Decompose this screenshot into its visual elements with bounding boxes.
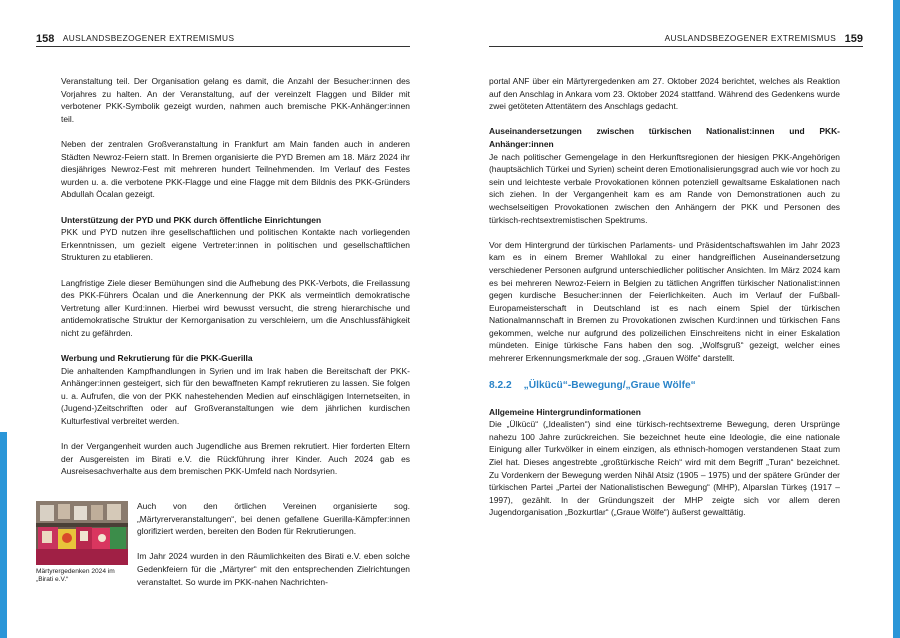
- subheading: Werbung und Rekrutierung für die PKK-Guerilla: [61, 353, 253, 364]
- right-body-column: [489, 75, 840, 519]
- paragraph: portal ANF über ein Märtyrergedenken am 27. Oktober 2024 berichtet, welches als Reaktion auf den Anschlag in Ankara vom 23. Oktober 2024 stattfand. Während des Gedenkens wurde zwei getöteten Attentätern des Anschlags gedacht.: [489, 76, 840, 112]
- page-number: 159: [844, 33, 863, 45]
- paragraph: Auch von den örtlichen Vereinen organisierte sog. „Märtyrerveranstaltungen“, bei denen gefallene Guerilla-Kämpfer:innen glorifiziert werden, bereiten den Boden für Rekrutierungen.: [137, 501, 410, 537]
- subheading: Allgemeine Hintergrundinformationen: [489, 406, 641, 417]
- figure-caption: Märtyrergedenken 2024 im „Birati e.V.“: [36, 568, 115, 583]
- subheading: Unterstützung der PYD und PKK durch öffentliche Einrichtungen: [61, 214, 322, 225]
- paragraph: PKK und PYD nutzen ihre gesellschaftlichen und politischen Kontakte nach vorliegenden Erkenntnissen, um gezielt eigene Vertreter:innen in politischen und gesellschaftlichen Strukturen zu etablieren.: [61, 227, 410, 263]
- right-page: [450, 0, 900, 638]
- text-beside-figure: [137, 500, 410, 588]
- paragraph: Die anhaltenden Kampfhandlungen in Syrien und im Irak haben die Bereitschaft der PKK-Anhänger:innen gesteigert, sich für den bewaffneten Kampf rekrutieren zu lassen. Sie folgen u. a. Aufrufen, die von der PKK nahestehenden Medien auf einschlägigen Internetseiten, in (Jugend-)Zeitschriften oder auf Großveranstaltungen wie dem jährlichen kurdischen Kulturfestival verbreitet werden.: [61, 365, 410, 427]
- paragraph: Je nach politischer Gemengelage in den Herkunftsregionen der hiesigen PKK-Angehörigen (hauptsächlich Türkei und Syrien) scheint deren Emotionalisierungsgrad auch wie vor hoch zu sein und leichteste verbale Provokationen können potenziell gewaltsame Eskalationen nach sich ziehen. In der Vergangenheit kam es am Rande von Demonstrationen auch zu wechselseitigen Provokationen zwischen den Anhängern der PKK und Personen des türkisch-rechtsextremistischen Spektrums.: [489, 151, 840, 225]
- running-head: AUSLANDSBEZOGENER EXTREMISMUS: [62, 33, 235, 43]
- left-page-header: [36, 30, 410, 47]
- paragraph: Die „Ülkücü“ („Idealisten“) sind eine türkisch-rechtsextreme Bewegung, deren Ursprünge nahezu 100 Jahre zurückreichen. Sie bezeichnet heute eine Ideologie, die eine nationale Einigung aller Turkvölker in einem einzigen, als ethnisch-homogen verstandenen Staat zum Ziel hat. Dieses angestrebte „großtürkische Reich“ wird mit dem Begriff „Turan“ bezeichnet. Zu Vordenkern der Bewegung werden Nihâl Atsiz (1905 – 1975) und der spätere Gründer der türkischen Partei „Partei der Nationalistischen Bewegung“ (MHP), Alparslan Türkeş (1917 – 1997), gezählt. In der Gründungszeit der MHP zeigte sich vor allem deren Jugendorganisation „Bozkurtlar“ („Graue Wölfe“) äußerst gewalttätig.: [489, 419, 840, 518]
- running-head: AUSLANDSBEZOGENER EXTREMISMUS: [664, 33, 837, 43]
- subheading: Auseinandersetzungen zwischen türkischen Nationalist:innen und PKK-Anhänger:innen: [489, 126, 840, 149]
- section-number: 8.2.2: [489, 379, 512, 391]
- right-page-header: [489, 30, 863, 47]
- paragraph: Neben der zentralen Großveranstaltung in Frankfurt am Main fanden auch in anderen Städten Newroz-Feiern statt. In Bremen organisierte die PYD Bremen am 18. März 2024 ihr diesjähriges Newroz-Fest mit mehreren hundert Teilnehmenden. Im Verlauf des Festes wurden u. a. die verbotene PKK-Flagge und eine Flagge mit dem Bildnis des PKK-Gründers Abdullah Öcalan gezeigt.: [61, 138, 410, 200]
- paragraph: In der Vergangenheit wurden auch Jugendliche aus Bremen rekrutiert. Hier forderten Eltern der Ausgereisten im Birati e.V. die Rückführung ihrer Kinder. Auch 2024 gab es Ausreisesachverhalte aus dem bremischen PKK-Umfeld nach Nordsyrien.: [61, 441, 410, 477]
- figure: [36, 501, 128, 584]
- paragraph: Vor dem Hintergrund der türkischen Parlaments- und Präsidentschaftswahlen im Jahr 2023 kam es in einem Bremer Wahllokal zu einer handgreiflichen Auseinandersetzung verschiedener Personen aufgrund unterschiedlicher politischer Ansichten. Im März 2024 kam es bei mehreren Newroz-Feiern in Belgien zu tätlichen Angriffen türkischer Nationalist:innen gegen kurdische Besucher:innen der Feierlichkeiten. Auch im Verlauf der Fußball-Europameisterschaft in Deutschland ist es nach einem Spiel der türkischen Nationalmannschaft in Bremen zu Provokationen zwischen Kurd:innen und türkischen Fans gekommen, welche nur aufgrund des polizeilichen Einschreitens nicht in einer Eskalation mündeten. Einige türkische Fans haben den sog. „Wolfsgruß“ gezeigt, welcher eines mehrerer Erkennungsmerkmale der sog. „Grauen Wölfe“ darstellt.: [489, 239, 840, 364]
- left-body-column: [61, 75, 410, 478]
- page-number: 158: [36, 33, 55, 45]
- paragraph: Im Jahr 2024 wurden in den Räumlichkeiten des Birati e.V. eben solche Gedenkfeiern für die „Märtyrer“ mit den entsprechenden Zielrichtungen veranstaltet. So wurde im PKK-nahen Nachrichten-: [137, 551, 410, 587]
- paragraph: Veranstaltung teil. Der Organisation gelang es damit, die Anzahl der Besucher:innen des Vorjahres zu halten. An der Veranstaltung, auf der vereinzelt Flaggen und Bilder mit verbotener PKK-Symbolik gezeigt wurden, nahmen auch bremische PKK-Anhänger:innen teil.: [61, 76, 410, 124]
- right-edge-bar: [893, 0, 900, 638]
- section-heading: [489, 379, 840, 393]
- memorial-photo: [36, 501, 128, 565]
- section-title: „Ülkücü“-Bewegung/„Graue Wölfe“: [523, 379, 696, 391]
- paragraph: Langfristige Ziele dieser Bemühungen sind die Aufhebung des PKK-Verbots, die Freilassung des PKK-Führers Öcalan und die Anerkennung der PKK als vermeintlich demokratische Vertretung aller Kurd:innen. Hierbei wird bewusst versucht, die streng hierarchische und antidemokratische Struktur der Kernorganisation zu verschleiern, um die Anschlussfähigkeit nicht zu gefährden.: [61, 277, 410, 338]
